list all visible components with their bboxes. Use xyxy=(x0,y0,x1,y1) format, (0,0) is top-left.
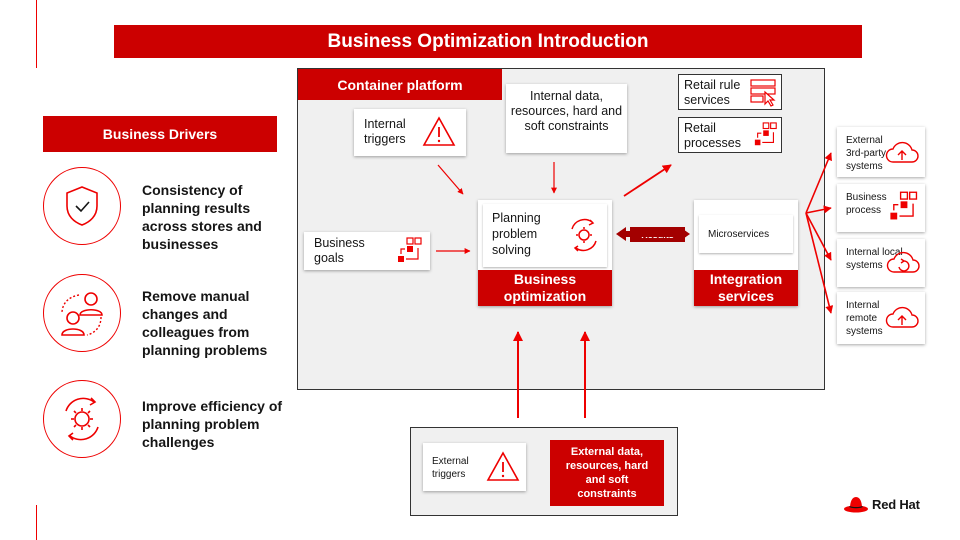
driver-text-consistency: Consistency of planning results across stores and businesses xyxy=(142,182,262,252)
external-system-label: Business process xyxy=(846,192,887,216)
external-triggers-label: External triggers xyxy=(432,456,469,480)
integration-services-label: Integration services xyxy=(694,270,798,306)
external-triggers-box xyxy=(423,443,526,491)
external-system-label: Internal remote systems xyxy=(846,300,883,337)
cloud-refresh-icon xyxy=(885,247,921,277)
process-flow-icon xyxy=(396,236,424,266)
internal-data-box xyxy=(506,84,627,153)
gear-cycle-icon xyxy=(43,380,121,458)
external-data-label: External data, resources, hard and soft constraints xyxy=(550,440,664,506)
page-title: Business Optimization Introduction xyxy=(114,25,862,58)
external-system-internal-local xyxy=(837,239,925,287)
redhat-wordmark: Red Hat xyxy=(872,496,920,512)
external-system-internal-remote xyxy=(837,292,925,344)
external-system-label: External 3rd-party systems xyxy=(846,135,887,172)
redhat-hat-icon xyxy=(843,494,869,514)
business-optimization-box xyxy=(478,200,612,306)
cloud-upload-icon xyxy=(884,137,920,167)
redhat-logo xyxy=(843,494,920,514)
microservices-label: Microservices xyxy=(708,228,770,240)
planning-label: Planning problem solving xyxy=(492,211,541,257)
internal-triggers-label: Internal triggers xyxy=(364,117,406,146)
edge-accent-bottom xyxy=(36,505,37,540)
edge-accent-top xyxy=(36,0,37,68)
integration-services-box xyxy=(694,200,798,306)
gear-cycle-icon xyxy=(566,217,602,253)
drivers-header: Business Drivers xyxy=(43,116,277,152)
external-system-business-process xyxy=(837,184,925,232)
internal-triggers-box xyxy=(354,109,466,156)
driver-text-efficiency: Improve efficiency of planning problem challenges xyxy=(142,398,283,450)
retail-processes-box xyxy=(678,117,782,153)
external-system-3rd-party xyxy=(837,127,925,177)
retail-rule-services-box xyxy=(678,74,782,110)
external-system-label: Internal local systems xyxy=(846,247,903,271)
retail-rule-services-label: Retail rule services xyxy=(684,78,741,107)
process-flow-icon xyxy=(753,121,779,149)
shield-check-icon xyxy=(43,167,121,245)
microservices-box xyxy=(699,215,793,253)
warning-icon xyxy=(485,451,521,483)
business-goals-box xyxy=(304,232,430,270)
retail-processes-label: Retail processes xyxy=(684,121,741,150)
container-platform-label: Container platform xyxy=(298,69,502,100)
driver-text-remove-manual: Remove manual changes and colleagues from planning problems xyxy=(142,288,268,358)
results-label: Results xyxy=(630,227,685,242)
rule-click-icon xyxy=(749,78,779,108)
business-optimization-label: Business optimization xyxy=(478,270,612,306)
cloud-upload-icon xyxy=(884,302,920,332)
process-flow-icon xyxy=(888,190,920,224)
warning-icon xyxy=(422,116,456,148)
internal-data-label: Internal data, resources, hard and soft constraints xyxy=(510,89,623,133)
business-goals-label: Business goals xyxy=(314,236,365,265)
people-exchange-icon xyxy=(43,274,121,352)
